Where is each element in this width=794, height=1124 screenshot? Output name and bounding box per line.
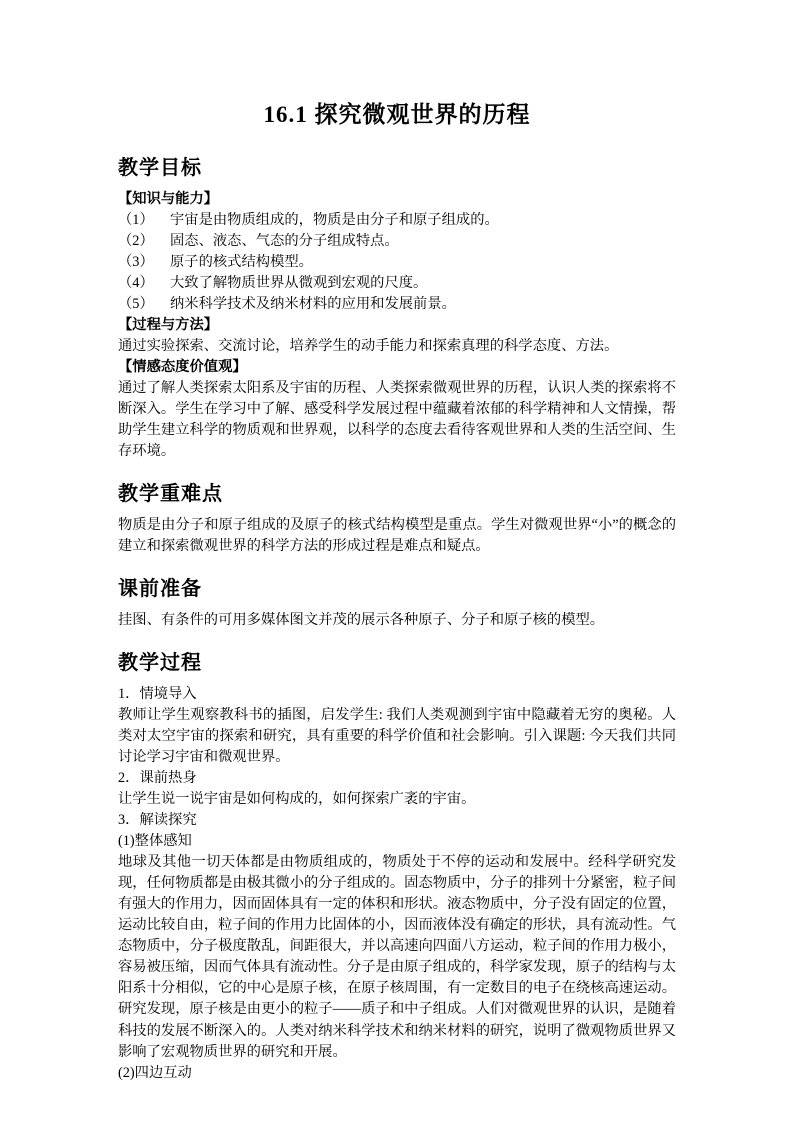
bracket-label: 【情感态度价值观】 [118,359,247,376]
section-heading: 课前准备 [118,578,202,601]
bracket-label: 【过程与方法】 [118,317,219,334]
list-item-text: 宇宙是由物质组成的，物质是由分子和原子组成的。 [170,212,499,229]
list-item-text: 固态、液态、气态的分子组成特点。 [170,233,399,250]
paragraph: (2)四边互动 [118,1064,192,1081]
list-item-number: （4） [118,275,154,292]
list-item-number: （5） [118,296,154,313]
paragraph: 教师让学生观察教科书的插图，启发学生: 我们人类观测到宇宙中隐藏着无穷的奥秘。人类对太空宇宙的探索和研究，具有重要的科学价值和社会影响。引入课题: 今天我们共同讨论学习宇宙和微观世界。 [118,707,676,766]
paragraph: 让学生说一说宇宙是如何构成的，如何探索广袤的宇宙。 [118,791,476,808]
paragraph: 地球及其他一切天体都是由物质组成的，物质处于不停的运动和发展中。经科学研究发现，任何物质都是由极其微小的分子组成的。固态物质中，分子的排列十分紧密，粒子间有强大的作用力，因而固体具有一定的体积和形状。液态物质中，分子没有固定的位置，运动比较自由，粒子间的作用力比固体的小，因而液体没有确定的形状，具有流动性。气态物质中，分子极度散乱，间距很大，并以高速向四面八方运动，粒子间的作用力极小，容易被压缩，因而气体具有流动性。分子是由原子组成的，科学家发现，原子的结构与太阳系十分相似，它的中心是原子核，在原子核周围，有一定数目的电子在绕核高速运动。研究发现，原子核是由更小的粒子——质子和中子组成。人们对微观世界的认识，是随着科技的发展不断深入的。人类对纳米科学技术和纳米材料的研究，说明了微观物质世界又影响了宏观物质世界的研究和开展。 [118,854,676,1060]
list-item-text: 原子的核式结构模型。 [170,254,313,271]
paragraph: 3．解读探究 [118,812,197,829]
numbered-list-item [118,231,676,252]
section-heading: 教学重难点 [118,483,223,506]
section-heading: 教学目标 [118,157,202,179]
numbered-list-item [118,294,676,315]
section-heading: 教学过程 [118,652,202,675]
paragraph: 挂图、有条件的可用多媒体图文并茂的展示各种原子、分子和原子核的模型。 [118,612,605,629]
numbered-list-item [118,252,676,273]
bracket-label: 【知识与能力】 [118,191,219,207]
paragraph: 通过实验探索、交流讨论，培养学生的动手能力和探索真理的科学态度、方法。 [118,338,619,355]
list-item-text: 大致了解物质世界从微观到宏观的尺度。 [170,275,428,292]
paragraph: 物质是由分子和原子组成的及原子的核式结构模型是重点。学生对微观世界“小”的概念的建立和探索微观世界的科学方法的形成过程是难点和疑点。 [118,517,676,555]
list-item-text: 纳米科学技术及纳米材料的应用和发展前景。 [170,296,456,313]
paragraph: (1)整体感知 [118,833,192,850]
document-title: 16.1 探究微观世界的历程 [263,102,531,127]
numbered-list-item [118,210,676,231]
document-body [118,151,676,1084]
numbered-list-item [118,273,676,294]
paragraph: 2．课前热身 [118,770,197,787]
paragraph: 通过了解人类探索太阳系及宇宙的历程、人类探索微观世界的历程，认识人类的探索将不断深入。学生在学习中了解、感受科学发展过程中蕴藏着浓郁的科学精神和人文情操，帮助学生建立科学的物质观和世界观，以科学的态度去看待客观世界和人类的生活空间、生存环境。 [118,380,676,460]
list-item-number: （3） [118,254,154,271]
list-item-number: （2） [118,233,154,250]
list-item-number: （1） [118,212,154,229]
paragraph: 1．情境导入 [118,686,197,703]
